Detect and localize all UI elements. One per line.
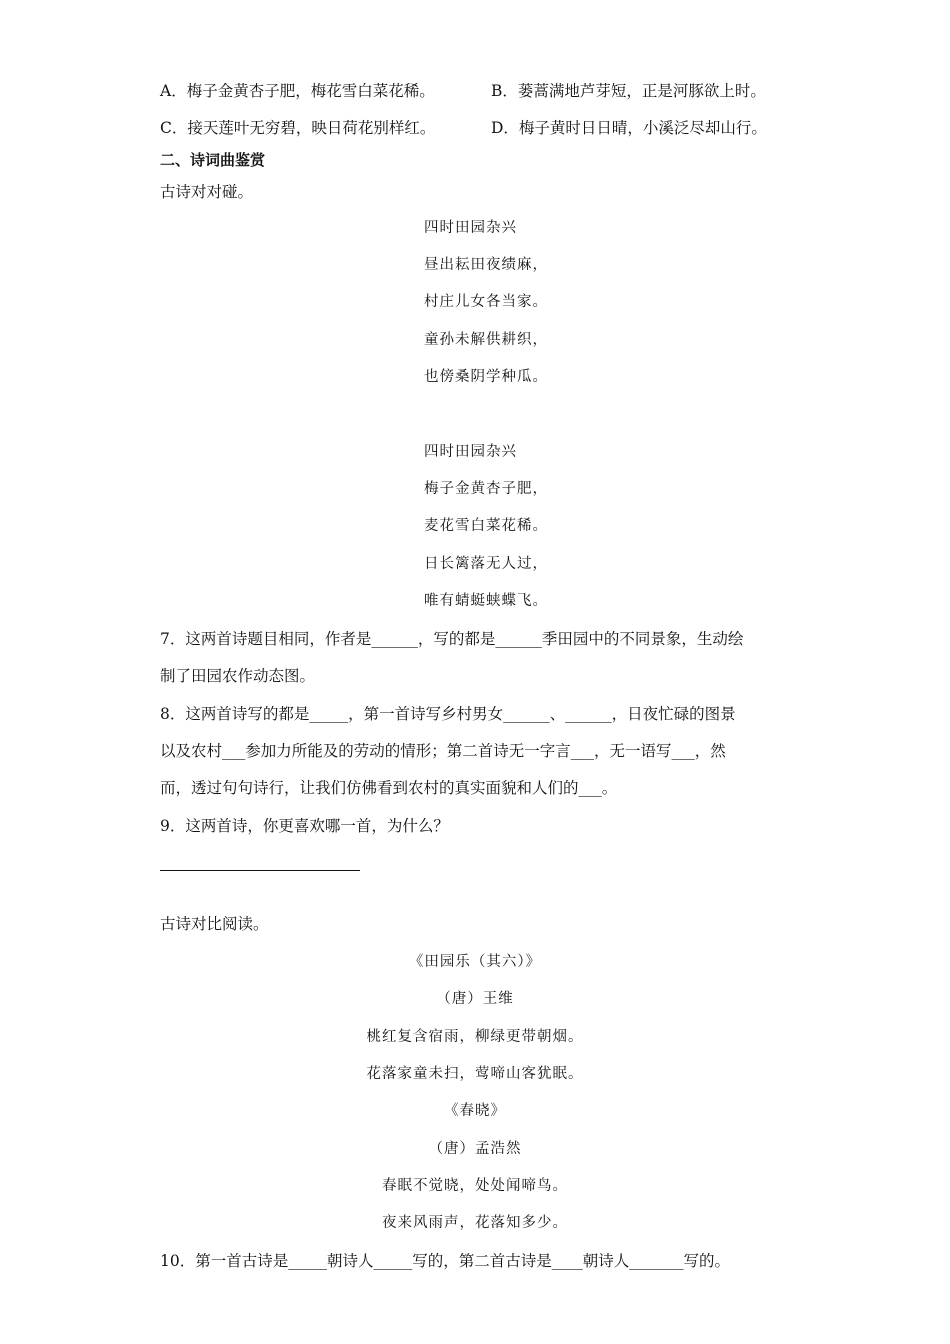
compare-intro: 古诗对比阅读。 bbox=[160, 915, 269, 933]
poemA-line: 花落家童未扫，莺啼山客犹眠。 bbox=[366, 1066, 584, 1082]
option-b: B．蒌蒿满地芦芽短，正是河豚欲上时。 bbox=[491, 82, 766, 100]
poem2-line: 麦花雪白菜花稀。 bbox=[424, 518, 548, 534]
question-8-line3: 而，透过句句诗行，让我们仿佛看到农村的真实面貌和人们的___。 bbox=[160, 779, 618, 797]
poemB-line: 春眠不觉晓，处处闻啼鸟。 bbox=[382, 1178, 568, 1194]
poem1-title: 四时田园杂兴 bbox=[424, 220, 517, 236]
poemA-author: （唐）王维 bbox=[436, 991, 514, 1007]
poem2-line: 梅子金黄杏子肥， bbox=[424, 481, 548, 497]
section-heading: 二、诗词曲鉴赏 bbox=[160, 151, 266, 169]
poem2-title: 四时田园杂兴 bbox=[424, 444, 517, 460]
poem2-line: 唯有蜻蜓蛱蝶飞。 bbox=[424, 593, 548, 609]
poemA-title: 《田园乐（其六）》 bbox=[408, 954, 542, 970]
poem1-line: 童孙未解供耕织， bbox=[424, 332, 548, 348]
question-7-line2: 制了田园农作动态图。 bbox=[160, 667, 316, 685]
poem1-line: 村庄儿女各当家。 bbox=[424, 294, 548, 310]
option-d: D．梅子黄时日日晴，小溪泛尽却山行。 bbox=[491, 119, 767, 137]
poemB-line: 夜来风雨声，花落知多少。 bbox=[382, 1215, 568, 1231]
question-8-line2: 以及农村___参加力所能及的劳动的情形；第二首诗无一字言___，无一语写___，然 bbox=[160, 742, 726, 760]
poem1-line: 也傍桑阴学种瓜。 bbox=[424, 369, 548, 385]
poem2-line: 日长篱落无人过， bbox=[424, 556, 548, 572]
poem1-line: 昼出耘田夜绩麻， bbox=[424, 257, 548, 273]
question-10: 10．第一首古诗是_____朝诗人_____写的，第二首古诗是____朝诗人_______写的。 bbox=[160, 1252, 730, 1270]
poemB-author: （唐）孟浩然 bbox=[428, 1141, 522, 1157]
question-8-line1: 8．这两首诗写的都是_____，第一首诗写乡村男女______、______，日夜忙碌的图景 bbox=[160, 705, 736, 723]
section-intro: 古诗对对碰。 bbox=[160, 183, 254, 201]
option-a: A．梅子金黄杏子肥，梅花雪白菜花稀。 bbox=[160, 82, 435, 100]
question-9: 9．这两首诗，你更喜欢哪一首，为什么？ bbox=[160, 817, 449, 835]
poemB-title: 《春晓》 bbox=[444, 1103, 506, 1119]
poemA-line: 桃红复含宿雨，柳绿更带朝烟。 bbox=[366, 1029, 584, 1045]
option-c: C．接天莲叶无穷碧，映日荷花别样红。 bbox=[160, 119, 436, 137]
answer-line[interactable] bbox=[160, 870, 360, 871]
question-7-line1: 7．这两首诗题目相同，作者是______，写的都是______季田园中的不同景象，生动绘 bbox=[160, 630, 744, 648]
